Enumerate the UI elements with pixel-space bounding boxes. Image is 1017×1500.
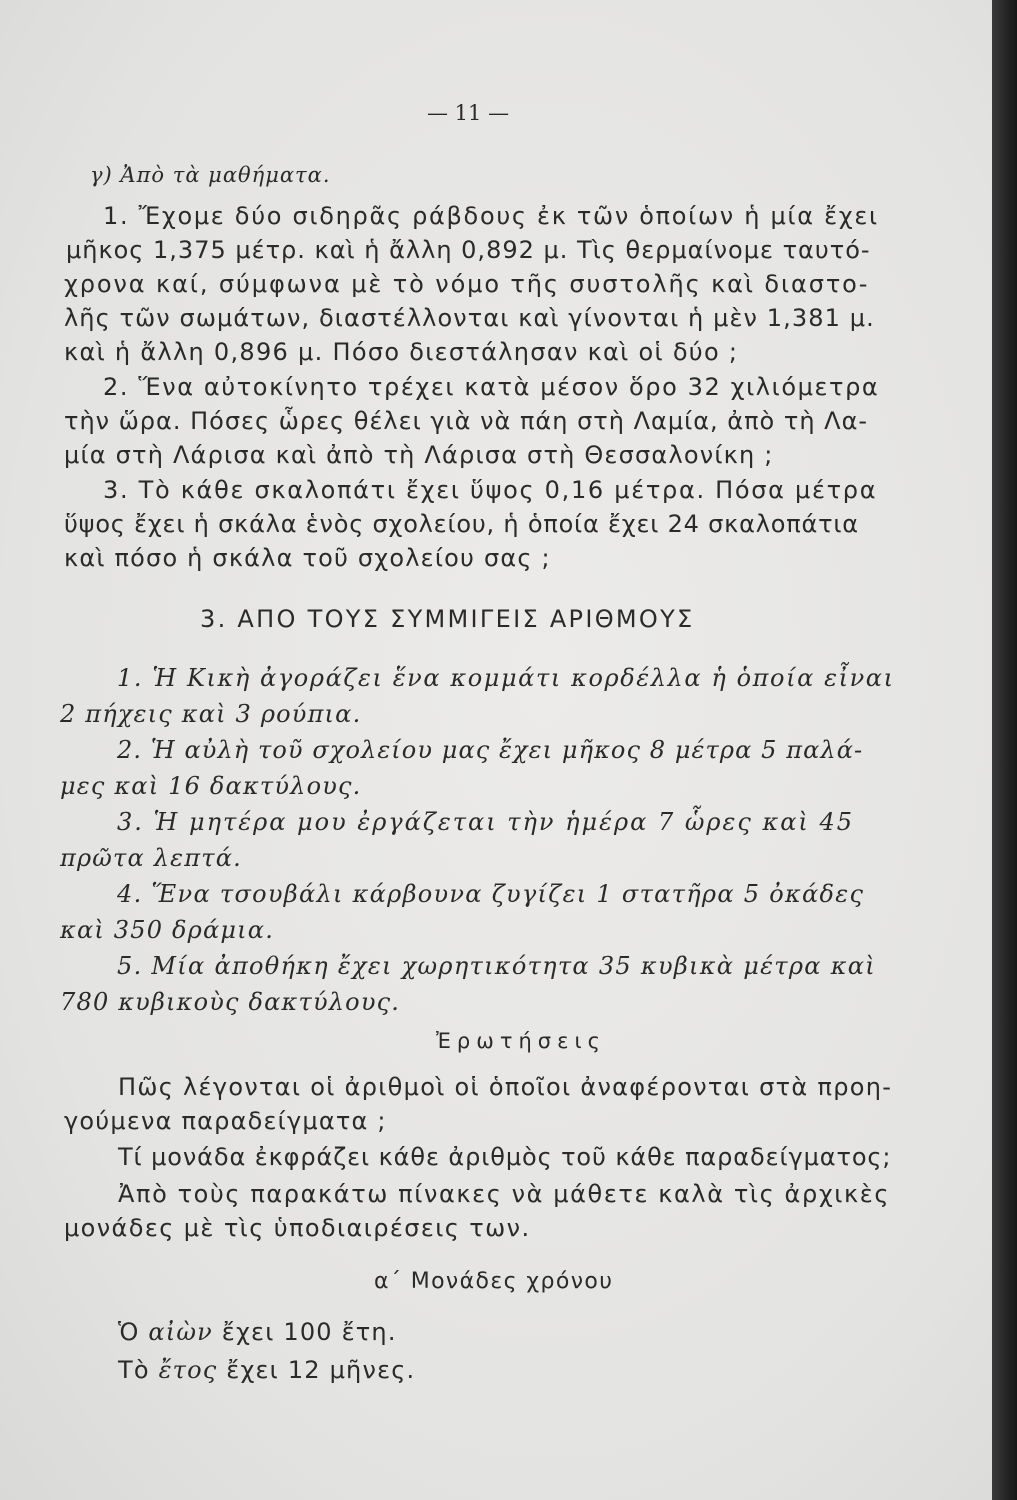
question-line: Ἀπὸ τοὺς παρακάτω πίνακες νὰ μάθετε καλὰ τὶς ἀρχικὲς xyxy=(118,1180,891,1208)
example-line: 2. Ἡ αὐλὴ τοῦ σχολείου μας ἔχει μῆκος 8 μέτρα 5 παλά- xyxy=(117,736,864,764)
paragraph-line: ὕψος ἔχει ἡ σκάλα ἑνὸς σχολείου, ἡ ὁποία ἔχει 24 σκαλοπάτια xyxy=(64,510,859,538)
section-heading: γ) Ἀπὸ τὰ μαθήματα. xyxy=(90,163,331,187)
paragraph-line: 1. Ἔχομε δύο σιδηρᾶς ράβδους ἐκ τῶν ὁποίων ἡ μία ἔχει xyxy=(103,202,879,230)
question-line: μονάδες μὲ τὶς ὑποδιαιρέσεις των. xyxy=(64,1214,531,1242)
time-unit-pre: Ὁ xyxy=(118,1318,149,1346)
paragraph-line: τὴν ὥρα. Πόσες ὧρες θέλει γιὰ νὰ πάη στὴ Λαμία, ἀπὸ τὴ Λα- xyxy=(64,407,869,435)
paragraph-line: 3. Τὸ κάθε σκαλοπάτι ἔχει ὕψος 0,16 μέτρα. Πόσα μέτρα xyxy=(103,476,878,504)
paragraph-line: μία στὴ Λάρισα καὶ ἀπὸ τὴ Λάρισα στὴ Θεσσαλονίκη ; xyxy=(64,441,774,469)
paragraph-line: καὶ πόσο ἡ σκάλα τοῦ σχολείου σας ; xyxy=(64,544,551,572)
paragraph-line: καὶ ἡ ἄλλη 0,896 μ. Πόσο διεστάλησαν καὶ οἱ δύο ; xyxy=(64,338,739,366)
example-line: 2 πήχεις καὶ 3 ρούπια. xyxy=(60,700,362,728)
paragraph-line: λῆς τῶν σωμάτων, διαστέλλονται καὶ γίνονται ἡ μὲν 1,381 μ. xyxy=(64,304,875,332)
example-line: καὶ 350 δράμια. xyxy=(60,916,275,944)
question-line: γούμενα παραδείγματα ; xyxy=(64,1107,387,1135)
example-line: 4. Ἕνα τσουβάλι κάρβουνα ζυγίζει 1 στατῆρα 5 ὀκάδες xyxy=(117,880,865,908)
question-line: Τί μονάδα ἐκφράζει κάθε ἀριθμὸς τοῦ κάθε παραδείγματος; xyxy=(118,1143,892,1171)
page-edge-shadow xyxy=(992,0,1017,1500)
example-line: 1. Ἡ Κικὴ ἀγοράζει ἕνα κομμάτι κορδέλλα ἡ ὁποία εἶναι xyxy=(117,664,895,692)
example-line: 3. Ἡ μητέρα μου ἐργάζεται τὴν ἡμέρα 7 ὧρες καὶ 45 xyxy=(117,808,854,836)
paragraph-line: χρονα καί, σύμφωνα μὲ τὸ νόμο τῆς συστολῆς καὶ διαστο- xyxy=(64,270,870,298)
page-number: — 11 — xyxy=(427,101,510,125)
time-unit-line xyxy=(118,1318,397,1346)
time-unit-term: ἔτος xyxy=(158,1356,218,1384)
question-line: Πῶς λέγονται οἱ ἀριθμοὶ οἱ ὁποῖοι ἀναφέρονται στὰ προη- xyxy=(118,1073,893,1101)
example-line: μες καὶ 16 δακτύλους. xyxy=(60,772,362,800)
time-unit-post: ἔχει 12 μῆνες. xyxy=(217,1356,416,1384)
time-unit-term: αἰὼν xyxy=(148,1318,213,1346)
chapter-heading: 3. ΑΠΟ ΤΟΥΣ ΣΥΜΜΙΓΕΙΣ ΑΡΙΘΜΟΥΣ xyxy=(200,605,695,633)
time-unit-pre: Τὸ xyxy=(118,1356,159,1384)
time-unit-line xyxy=(118,1356,415,1384)
time-unit-post: ἔχει 100 ἔτη. xyxy=(212,1318,397,1346)
questions-heading: Ἐρωτήσεις xyxy=(436,1029,606,1053)
example-line: πρῶτα λεπτά. xyxy=(60,844,242,872)
paragraph-line: μῆκος 1,375 μέτρ. καὶ ἡ ἄλλη 0,892 μ. Τὶς θερμαίνομε ταυτό- xyxy=(66,236,871,264)
time-units-heading: α΄ Μονάδες χρόνου xyxy=(374,1269,614,1294)
example-line: 780 κυβικοὺς δακτύλους. xyxy=(60,988,401,1016)
paragraph-line: 2. Ἕνα αὐτοκίνητο τρέχει κατὰ μέσον ὅρο 32 χιλιόμετρα xyxy=(103,373,880,401)
example-line: 5. Μία ἀποθήκη ἔχει χωρητικότητα 35 κυβικὰ μέτρα καὶ xyxy=(117,952,876,980)
